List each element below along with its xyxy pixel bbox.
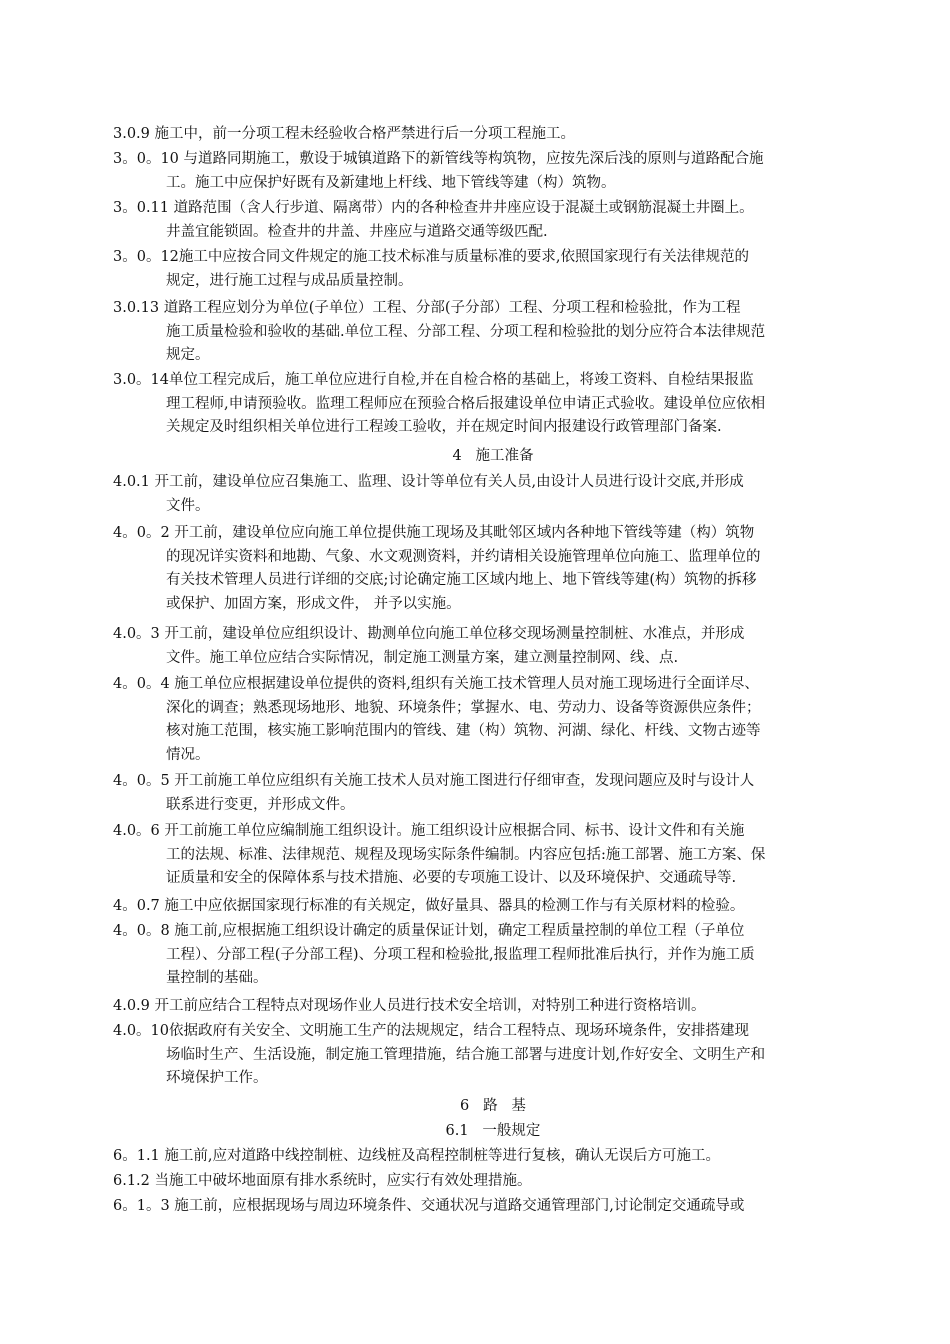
clause-4-0-2	[113, 522, 873, 616]
text-line: 4。0。4 施工单位应根据建设单位提供的资料,组织有关施工技术管理人员对施工现场进行全面详尽、	[113, 676, 759, 692]
text-line: 4.0.1 开工前，建设单位应召集施工、监理、设计等单位有关人员,由设计人员进行设计交底,并形成	[113, 474, 744, 490]
text-line: 6。1.1 施工前,应对道路中线控制桩、边线桩及高程控制桩等进行复核，确认无误后方可施工。	[113, 1148, 720, 1164]
text-line: 场临时生产、生活设施，制定施工管理措施，结合施工部署与进度计划,作好安全、文明生产和	[166, 1046, 766, 1063]
subsection-heading-6-1: 6.1 一般规定	[445, 1123, 541, 1139]
text-line: 文件。施工单位应结合实际情况，制定施工测量方案，建立测量控制网、线、点.	[166, 649, 679, 666]
text-line: 4。0。8 施工前,应根据施工组织设计确定的质量保证计划，确定工程质量控制的单位工程（子单位	[113, 923, 745, 939]
text-line: 关规定及时组织相关单位进行工程竣工验收，并在规定时间内报建设行政管理部门备案.	[166, 419, 722, 436]
clause-3-0-11	[113, 197, 873, 244]
text-line: 3。0.11 道路范围（含人行步道、隔离带）内的各种检查井井座应设于混凝土或钢筋混凝土井圈上。	[113, 200, 754, 216]
text-line: 工程）、分部工程(子分部工程)、分项工程和检验批,报监理工程师批准后执行，并作为施工质	[166, 946, 755, 963]
text-line: 3.0.13 道路工程应划分为单位(子单位）工程、分部(子分部）工程、分项工程和检验批，作为工程	[113, 300, 741, 316]
text-line: 4.0。3 开工前，建设单位应组织设计、勘测单位向施工单位移交现场测量控制桩、水准点，并形成	[113, 626, 745, 642]
text-line: 或保护、加固方案，形成文件， 并予以实施。	[166, 595, 461, 612]
text-line: 有关技术管理人员进行详细的交底;讨论确定施工区域内地上、地下管线等建(构）筑物的拆移	[166, 572, 757, 589]
text-line: 4.0。10依据政府有关安全、文明施工生产的法规规定，结合工程特点、现场环境条件，安排搭建现	[113, 1023, 750, 1039]
clause-3-0-13	[113, 297, 873, 368]
text-line: 3.0。14单位工程完成后，施工单位应进行自检,并在自检合格的基础上，将竣工资料、自检结果报监	[113, 372, 754, 388]
text-line: 工。施工中应保护好既有及新建地上杆线、地下管线等建（构）筑物。	[166, 174, 616, 191]
text-line: 6.1.2 当施工中破坏地面原有排水系统时，应实行有效处理措施。	[113, 1173, 532, 1189]
text-line: 工的法规、标准、法律规范、规程及现场实际条件编制。内容应包括:施工部署、施工方案、保	[166, 846, 766, 863]
clause-6-1-1	[113, 1145, 873, 1169]
clause-4-0-1	[113, 471, 873, 518]
text-line: 规定。	[166, 347, 210, 364]
text-line: 4。0。5 开工前施工单位应组织有关施工技术人员对施工图进行仔细审查，发现问题应及时与设计人	[113, 773, 755, 789]
section-heading-6: 6 路 基	[460, 1098, 526, 1114]
clause-4-0-8	[113, 920, 873, 991]
clause-6-1-3	[113, 1195, 873, 1219]
section-heading-4: 4 施工准备	[452, 448, 534, 464]
text-line: 井盖宜能锁固。检查井的井盖、井座应与道路交通等级匹配.	[166, 223, 548, 240]
clause-3-0-14	[113, 369, 873, 440]
clause-4-0-4	[113, 673, 873, 767]
text-line: 证质量和安全的保障体系与技术措施、必要的专项施工设计、以及环境保护、交通疏导等.	[166, 870, 737, 887]
clause-3-0-9	[113, 123, 873, 147]
text-line: 3。0。10 与道路同期施工，敷设于城镇道路下的新管线等构筑物，应按先深后浅的原则与道路配合施	[113, 151, 764, 167]
clause-4-0-10	[113, 1020, 873, 1091]
text-line: 理工程师,申请预验收。监理工程师应在预验合格后报建设单位申请正式验收。建设单位应依相	[166, 395, 766, 412]
text-line: 联系进行变更，并形成文件。	[166, 796, 355, 813]
text-line: 规定，进行施工过程与成品质量控制。	[166, 272, 413, 289]
text-line: 文件。	[166, 497, 210, 514]
clause-4-0-3	[113, 623, 873, 670]
clause-6-1-2	[113, 1170, 873, 1194]
text-line: 的现况详实资料和地勘、气象、水文观测资料，并约请相关设施管理单位向施工、监理单位的	[166, 548, 761, 565]
text-line: 核对施工范围，核实施工影响范围内的管线、建（构）筑物、河湖、绿化、杆线、文物古迹等	[166, 723, 761, 740]
text-line: 量控制的基础。	[166, 970, 268, 987]
text-line: 环境保护工作。	[166, 1070, 268, 1087]
clause-4-0-7	[113, 895, 873, 919]
text-line: 3.0.9 施工中，前一分项工程未经验收合格严禁进行后一分项工程施工。	[113, 126, 576, 142]
text-line: 6。1。3 施工前，应根据现场与周边环境条件、交通状况与道路交通管理部门,讨论制定交通疏导或	[113, 1198, 745, 1214]
text-line: 4.0.9 开工前应结合工程特点对现场作业人员进行技术安全培训，对特别工种进行资格培训。	[113, 998, 706, 1014]
text-line: 4。0。2 开工前，建设单位应向施工单位提供施工现场及其毗邻区域内各种地下管线等建（构）筑物	[113, 525, 755, 541]
clause-4-0-6	[113, 820, 873, 891]
clause-4-0-5	[113, 770, 873, 817]
text-line: 4。0.7 施工中应依据国家现行标准的有关规定，做好量具、器具的检测工作与有关原材料的检验。	[113, 898, 745, 914]
text-line: 情况。	[166, 746, 210, 763]
text-line: 深化的调查；熟悉现场地形、地貌、环境条件；掌握水、电、劳动力、设备等资源供应条件；	[166, 699, 761, 716]
clause-3-0-12	[113, 246, 873, 293]
clause-4-0-9	[113, 995, 873, 1019]
text-line: 4.0。6 开工前施工单位应编制施工组织设计。施工组织设计应根据合同、标书、设计文件和有关施	[113, 823, 745, 839]
clause-3-0-10	[113, 148, 873, 195]
text-line: 施工质量检验和验收的基础.单位工程、分部工程、分项工程和检验批的划分应符合本法律规范	[166, 323, 766, 340]
text-line: 3。0。12施工中应按合同文件规定的施工技术标准与质量标准的要求,依照国家现行有关法律规范的	[113, 249, 750, 265]
